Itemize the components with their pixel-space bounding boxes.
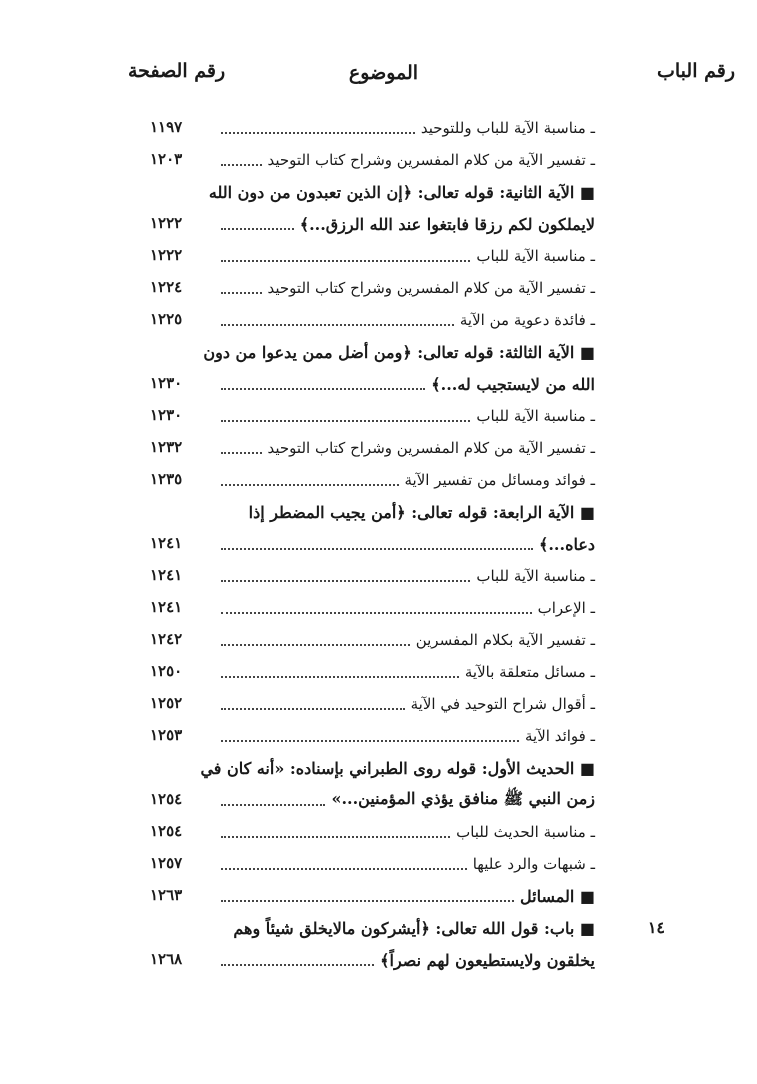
dot-leader: [221, 740, 519, 742]
toc-entry-line: [215, 434, 595, 462]
toc-entry-line: [215, 274, 595, 302]
dot-leader: [221, 164, 262, 166]
toc-entry-line: [215, 210, 595, 238]
toc-entry: [0, 590, 757, 622]
entry-page-number: ١٢٣٢: [150, 438, 183, 456]
toc-entry-line: [215, 402, 595, 430]
page-number-header: رقم الصفحة: [128, 60, 226, 82]
chapter-entry: [0, 910, 757, 942]
dot-leader: [221, 964, 374, 966]
toc-entry: [0, 654, 757, 686]
entry-page-number: ١٢٥٤: [150, 822, 183, 840]
toc-entry-line: [215, 306, 595, 334]
entry-title: ـ مناسبة الآية للباب وللتوحيد: [420, 119, 595, 137]
entry-title: ■ الآية الثالثة: قوله تعالى: ﴿ومن أضل ممن يدعوا من دون: [203, 342, 595, 362]
entry-title: دعاه...﴾: [538, 534, 595, 554]
toc-entry: [0, 430, 757, 462]
entry-title: ـ مناسبة الحديث للباب: [456, 823, 595, 841]
toc-entry-line: [215, 626, 595, 654]
chapter-title-line-2: يخلقون ولايستطيعون لهم نصراً﴾: [380, 950, 595, 970]
toc-entry: [0, 686, 757, 718]
toc-entry: [0, 558, 757, 590]
dot-leader: [221, 644, 410, 646]
entry-page-number: ١٢٠٣: [150, 150, 183, 168]
entry-page-number: ١٢٤٢: [150, 630, 183, 648]
toc-entry-line: [142, 338, 595, 366]
chapter-number: ١٤: [647, 918, 665, 937]
toc-entry-line: [215, 594, 595, 622]
entry-page-number: ١١٩٧: [150, 118, 183, 136]
toc-entry: [0, 750, 757, 782]
entry-title: ـ مناسبة الآية للباب: [476, 247, 595, 265]
entry-title: ـ مسائل متعلقة بالآية: [464, 663, 595, 681]
toc-entry-line: [215, 722, 595, 750]
toc-entry: [0, 494, 757, 526]
entry-page-number: ١٢٤١: [150, 598, 183, 616]
entry-title: الله من لايستجيب له...﴾: [431, 374, 595, 394]
toc-entry: [0, 302, 757, 334]
entry-page-number: ١٢٣٥: [150, 470, 183, 488]
chapter-number-header: رقم الباب: [657, 60, 735, 82]
entry-page-number: ١٢٣٠: [150, 406, 183, 424]
toc-entry: [0, 142, 757, 174]
dot-leader: [221, 324, 454, 326]
entry-title: ■ الآية الثانية: قوله تعالى: ﴿إن الذين تعبدون من دون الله: [208, 182, 595, 202]
dot-leader: [221, 452, 262, 454]
entry-title: ـ الإعراب: [537, 599, 595, 617]
dot-leader: [221, 612, 532, 614]
toc-entry-line: [215, 370, 595, 398]
toc-entry-line: [142, 498, 595, 526]
toc-entry-line: [215, 658, 595, 686]
dot-leader: [221, 548, 533, 550]
toc-entry-line: [215, 786, 595, 814]
dot-leader: [221, 388, 425, 390]
entry-title: ■ المسائل: [520, 886, 595, 906]
toc-entry: [0, 110, 757, 142]
dot-leader: [221, 708, 405, 710]
toc-entry-line: [215, 850, 595, 878]
dot-leader: [221, 260, 470, 262]
toc-entries: [0, 110, 757, 974]
entry-title: ـ تفسير الآية بكلام المفسرين: [415, 631, 595, 649]
entry-title: ـ فوائد الآية: [524, 727, 595, 745]
entry-page-number: ١٢٥٠: [150, 662, 183, 680]
entry-page-number: ١٢٦٣: [150, 886, 183, 904]
toc-entry-line: [215, 114, 595, 142]
dot-leader: [221, 836, 450, 838]
toc-entry-line: [215, 562, 595, 590]
toc-entry: [0, 814, 757, 846]
entry-page-number: ١٢٢٢: [150, 214, 183, 232]
toc-entry-line: [215, 466, 595, 494]
chapter-page-number: ١٢٦٨: [150, 950, 183, 968]
toc-entry: [0, 206, 757, 238]
toc-entry: [0, 398, 757, 430]
entry-title: ـ تفسير الآية من كلام المفسرين وشراح كتاب التوحيد: [267, 439, 595, 457]
toc-entry: [0, 238, 757, 270]
entry-title: ـ أقوال شراح التوحيد في الآية: [410, 695, 595, 713]
toc-entry: [0, 174, 757, 206]
chapter-entry-continued: [0, 942, 757, 974]
entry-title: زمن النبي ﷺ منافق يؤذي المؤمنين...»: [331, 788, 595, 808]
dot-leader: [221, 804, 325, 806]
toc-entry: [0, 270, 757, 302]
entry-page-number: ١٢٤١: [150, 534, 183, 552]
entry-page-number: ١٢٣٠: [150, 374, 183, 392]
toc-entry-line: [142, 178, 595, 206]
dot-leader: [221, 484, 399, 486]
dot-leader: [221, 580, 470, 582]
toc-entry: [0, 334, 757, 366]
toc-entry-line: [215, 818, 595, 846]
entry-page-number: ١٢٢٥: [150, 310, 183, 328]
dot-leader: [221, 676, 459, 678]
toc-entry-line: [215, 242, 595, 270]
toc-entry-line: [215, 882, 595, 910]
chapter-title-line-1: ■ باب: قول الله تعالى: ﴿أيشركون مالايخلق شيئاً وهم: [233, 918, 595, 938]
toc-entry-line: [142, 754, 595, 782]
toc-entry-line: [215, 690, 595, 718]
dot-leader: [221, 420, 470, 422]
entry-title: ـ مناسبة الآية للباب: [476, 567, 595, 585]
entry-page-number: ١٢٥٤: [150, 790, 183, 808]
entry-title: ■ الآية الرابعة: قوله تعالى: ﴿أمن يجيب المضطر إذا: [248, 502, 595, 522]
entry-title: ـ تفسير الآية من كلام المفسرين وشراح كتاب التوحيد: [267, 279, 595, 297]
toc-entry: [0, 366, 757, 398]
entry-title: لايملكون لكم رزقا فابتغوا عند الله الرزق...﴾: [299, 214, 595, 234]
entry-title: ـ فائدة دعوية من الآية: [459, 311, 595, 329]
toc-entry-line: [215, 530, 595, 558]
topic-header: الموضوع: [348, 62, 419, 84]
entry-title: ـ مناسبة الآية للباب: [476, 407, 595, 425]
entry-page-number: ١٢٢٤: [150, 278, 183, 296]
entry-title: ـ شبهات والرد عليها: [472, 855, 595, 873]
entry-page-number: ١٢٥٧: [150, 854, 183, 872]
entry-page-number: ١٢٤١: [150, 566, 183, 584]
dot-leader: [221, 900, 514, 902]
entry-title: ـ فوائد ومسائل من تفسير الآية: [404, 471, 595, 489]
toc-entry-line: [215, 146, 595, 174]
dot-leader: [221, 228, 294, 230]
toc-entry: [0, 622, 757, 654]
entry-title: ـ تفسير الآية من كلام المفسرين وشراح كتاب التوحيد: [267, 151, 595, 169]
entry-page-number: ١٢٢٢: [150, 246, 183, 264]
toc-entry: [0, 718, 757, 750]
entry-title: ■ الحديث الأول: قوله روى الطبراني بإسناده: «أنه كان في: [200, 758, 595, 778]
dot-leader: [221, 868, 467, 870]
toc-entry: [0, 462, 757, 494]
toc-entry: [0, 878, 757, 910]
dot-leader: [221, 132, 415, 134]
toc-entry: [0, 526, 757, 558]
toc-entry: [0, 846, 757, 878]
toc-entry: [0, 782, 757, 814]
dot-leader: [221, 292, 262, 294]
entry-page-number: ١٢٥٢: [150, 694, 183, 712]
entry-page-number: ١٢٥٣: [150, 726, 183, 744]
